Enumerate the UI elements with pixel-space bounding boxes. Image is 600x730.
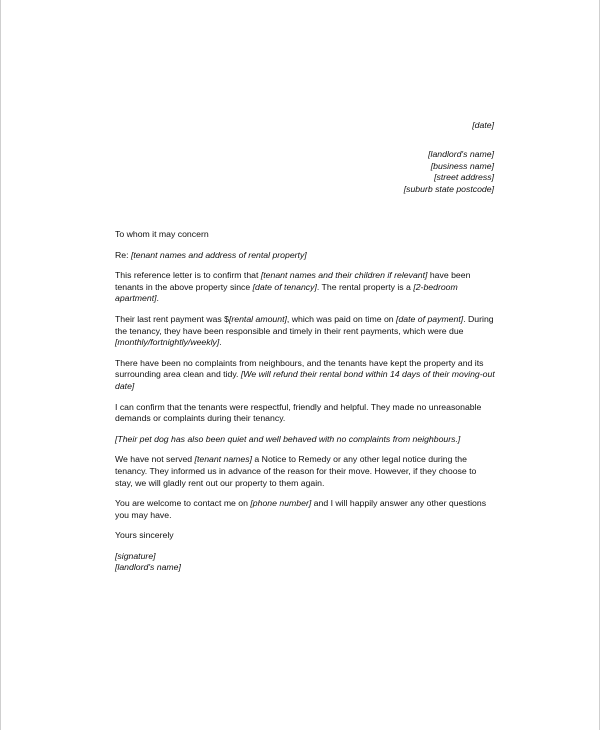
p2-h: . (219, 337, 222, 348)
letter-body (115, 229, 500, 583)
salutation (115, 229, 500, 241)
p2-e: . During (463, 313, 494, 324)
paragraph-rent-payment (115, 314, 500, 349)
p2-c: , which was paid on time on (286, 313, 397, 324)
paragraph-confirmation (115, 270, 500, 305)
p1-i: . (156, 293, 159, 304)
p1-b: [tenant names and their children if relevant] (260, 270, 428, 281)
p7-b: [phone number] (250, 498, 312, 509)
p2-f: the tenancy, they have been responsible and timely in their rent payments, which were due (115, 325, 464, 336)
p4-line-1 (115, 402, 500, 414)
p3-line-3 (115, 381, 500, 393)
date-placeholder: [date] (472, 120, 494, 130)
p3-c: [We will refund their rental bond within 14 days of their moving-out (240, 369, 495, 380)
p7-d: you may have. (115, 509, 172, 520)
paragraph-notice (115, 454, 500, 489)
re-value: [tenant names and address of rental property] (130, 249, 307, 260)
p2-g: [monthly/fortnightly/weekly] (115, 337, 220, 348)
p1-line-2 (115, 282, 500, 294)
p1-c: have been (427, 270, 471, 281)
business-name-line: [business name] (430, 160, 494, 171)
p7-line-2 (115, 510, 500, 522)
paragraph-respectful (115, 402, 500, 425)
street-address-line: [street address] (434, 172, 494, 183)
suburb-line: [suburb state postcode] (403, 183, 494, 194)
p1-g: [2-bedroom (413, 281, 458, 292)
p2-line-3 (115, 337, 500, 349)
salutation-text: To whom it may concern (115, 229, 209, 239)
signature-block (115, 551, 500, 574)
p1-f: . The rental property is a (316, 281, 414, 292)
p7-c: and I will happily answer any other questions (311, 498, 487, 509)
p6-line-2 (115, 466, 500, 478)
p4-line-2 (115, 413, 500, 425)
p3-a: There have been no complaints from neighbours, and the tenants have kept the property and its (115, 357, 484, 368)
p1-d: tenants in the above property since (115, 281, 253, 292)
signer-name: [landlord's name] (115, 562, 181, 573)
p5-text: [Their pet dog has also been quiet and well behaved with no complaints from neighbours.] (115, 433, 461, 444)
p1-h: apartment] (115, 293, 157, 304)
p6-line-1 (115, 454, 500, 466)
p3-b: surrounding area clean and tidy. (115, 369, 241, 380)
p6-e: stay, we will gladly rent out our property to them again. (115, 477, 325, 488)
p1-line-1 (115, 270, 500, 282)
p6-d: tenancy. They informed us in advance of the reason for their move. However, if they choose to (115, 465, 477, 476)
p2-a: Their last rent payment was $ (115, 313, 229, 324)
p3-line-2 (115, 369, 500, 381)
landlord-name-line: [landlord's name] (428, 149, 494, 159)
paragraph-contact (115, 498, 500, 521)
p2-line-2 (115, 326, 500, 338)
p7-a: You are welcome to contact me on (115, 498, 251, 509)
p2-line-1 (115, 314, 500, 326)
p2-d: [date of payment] (396, 313, 464, 324)
p1-e: [date of tenancy] (252, 281, 317, 292)
paragraph-complaints (115, 358, 500, 393)
paragraph-pet (115, 434, 500, 446)
re-line (115, 250, 500, 262)
signature-placeholder: [signature] (115, 550, 156, 561)
p4-b: demands or complaints during their tenancy. (115, 413, 286, 424)
p4-a: I can confirm that the tenants were respectful, friendly and helpful. They made no unreasonable (115, 401, 482, 412)
p2-b: [rental amount] (228, 313, 287, 324)
re-prefix: Re: (115, 249, 131, 260)
closing-text: Yours sincerely (115, 530, 174, 541)
p6-line-3 (115, 478, 500, 490)
sender-address (404, 149, 494, 195)
p3-line-1 (115, 358, 500, 370)
p6-c: a Notice to Remedy or any other legal notice during the (252, 454, 467, 465)
p6-a: We have not served (115, 454, 195, 465)
p1-line-3 (115, 293, 500, 305)
p6-b: [tenant names] (194, 454, 253, 465)
p7-line-1 (115, 498, 500, 510)
p3-d: date] (115, 380, 135, 391)
closing (115, 530, 500, 542)
p1-a: This reference letter is to confirm that (115, 270, 261, 281)
date-line (472, 120, 494, 132)
